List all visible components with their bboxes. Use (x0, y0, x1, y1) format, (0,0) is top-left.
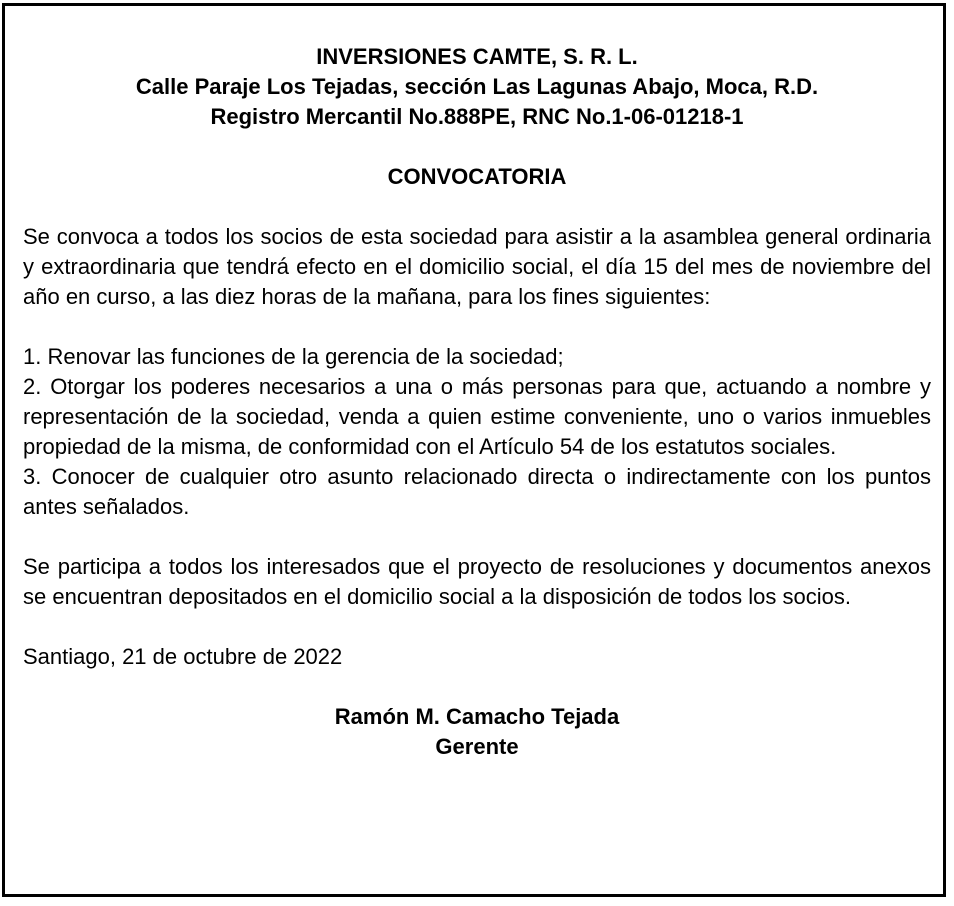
notice-content (23, 42, 931, 762)
agenda-item: 3. Conocer de cualquier otro asunto relacionado directa o indirectamente con los puntos antes señalados. (23, 464, 931, 519)
notice-paragraph: Se participa a todos los interesados que el proyecto de resoluciones y documentos anexos se encuentran depositados en el domicilio social a la disposición de todos los socios. (23, 554, 931, 609)
signatory-name: Ramón M. Camacho Tejada (334, 704, 620, 729)
company-header (23, 42, 931, 132)
company-registry: Registro Mercantil No.888PE, RNC No.1-06-01218-1 (210, 104, 744, 129)
agenda-item: 2. Otorgar los poderes necesarios a una o más personas para que, actuando a nombre y representación de la sociedad, venda a quien estime conveniente, uno o varios inmuebles propiedad de la misma, de conformidad con el Artículo 54 de los estatutos sociales. (23, 374, 931, 459)
notice-title: CONVOCATORIA (387, 164, 567, 189)
place-date: Santiago, 21 de octubre de 2022 (23, 644, 343, 669)
intro-paragraph: Se convoca a todos los socios de esta sociedad para asistir a la asamblea general ordinaria y extraordinaria que tendrá efecto en el domicilio social, el día 15 del mes de noviembre del año en curso, a las diez horas de la mañana, para los fines siguientes: (23, 224, 931, 309)
company-name: INVERSIONES CAMTE, S. R. L. (316, 44, 638, 69)
agenda-item: 1. Renovar las funciones de la gerencia de la sociedad; (23, 344, 564, 369)
agenda-list (23, 342, 931, 522)
company-address: Calle Paraje Los Tejadas, sección Las Lagunas Abajo, Moca, R.D. (135, 74, 819, 99)
signature-block (23, 702, 931, 762)
signatory-role: Gerente (435, 734, 519, 759)
notice-frame (2, 3, 946, 897)
